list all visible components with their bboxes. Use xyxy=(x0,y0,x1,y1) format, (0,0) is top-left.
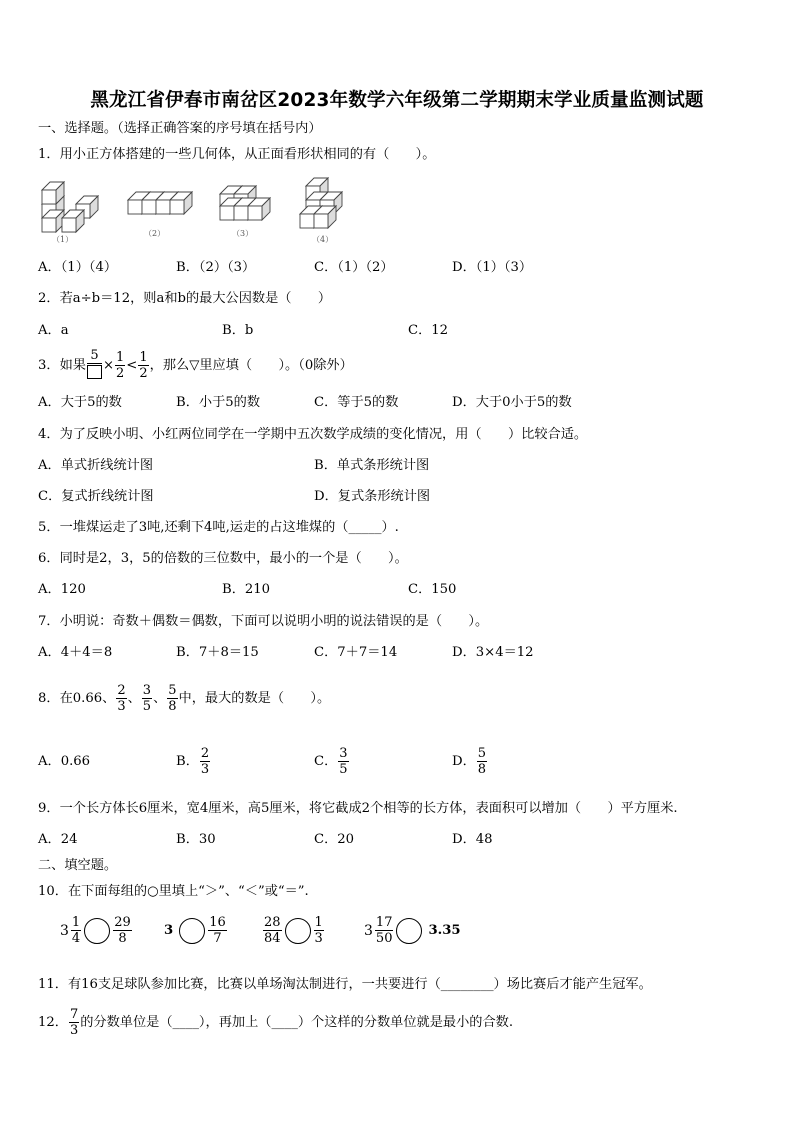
question-8 xyxy=(38,681,330,717)
mixed-number xyxy=(60,916,82,945)
denominator: 7 xyxy=(213,931,222,946)
q8-prefix: 8．在0.66、 xyxy=(38,691,116,706)
q8-option-b xyxy=(176,745,211,779)
q6-option-a: A．120 xyxy=(38,582,86,597)
q8-option-d-label: D． xyxy=(452,754,476,769)
q4-option-c: C．复式折线统计图 xyxy=(38,489,154,504)
q4-option-d: D．复式条形统计图 xyxy=(314,489,431,504)
q12-fraction xyxy=(69,1008,79,1037)
q4-option-a: A．单式折线统计图 xyxy=(38,458,154,473)
figure-caption-4: （4） xyxy=(312,235,334,244)
q7-option-a: A．4＋4＝8 xyxy=(38,645,113,660)
q8-option-c-label: C． xyxy=(314,754,338,769)
q8-option-d-den: 8 xyxy=(477,762,487,777)
q8-fraction-2 xyxy=(142,684,152,713)
whole-part: 3 xyxy=(364,922,373,939)
q8-option-c-den: 5 xyxy=(339,762,348,777)
q12-num: 7 xyxy=(69,1007,79,1022)
q8-option-b-label: B． xyxy=(176,754,199,769)
q8-f1-num: 2 xyxy=(117,683,126,698)
q12-prefix: 12． xyxy=(38,1015,68,1030)
q3-num3: 1 xyxy=(139,350,148,365)
denominator: 3 xyxy=(314,931,323,946)
fraction xyxy=(113,916,132,945)
q3-times: × xyxy=(102,358,115,373)
q6-option-b: B．210 xyxy=(222,582,271,597)
question-5: 5．一堆煤运走了3吨,还剩下4吨,运走的占这堆煤的（_____）. xyxy=(38,520,399,535)
integer-value: 3 xyxy=(164,923,174,938)
question-3 xyxy=(38,348,353,384)
q1-option-d: D．（1）（3） xyxy=(452,260,533,275)
figure-3 xyxy=(220,186,270,220)
compare-circle-1[interactable] xyxy=(84,918,110,944)
compare-circle-3[interactable] xyxy=(285,918,311,944)
compare-circle-4[interactable] xyxy=(396,918,422,944)
figure-1 xyxy=(42,182,98,232)
question-4: 4．为了反映小明、小红两位同学在一学期中五次数学成绩的变化情况，用（ ）比较合适。 xyxy=(38,427,588,442)
q8-option-c xyxy=(314,745,350,779)
compare-group-1 xyxy=(60,916,133,945)
section-heading-fill: 二、填空题。 xyxy=(38,858,118,873)
q9-option-d: D．48 xyxy=(452,832,493,847)
figure-caption-3: （3） xyxy=(232,229,254,238)
section-heading-choice: 一、选择题。（选择正确答案的序号填在括号内） xyxy=(38,121,322,136)
q3-fraction-1 xyxy=(87,349,102,382)
q2-option-b: B．b xyxy=(222,323,254,338)
question-10: 10．在下面每组的○里填上“＞”、“＜”或“＝”. xyxy=(38,884,309,899)
q8-sep-2: 、 xyxy=(153,691,167,706)
q8-option-b-den: 3 xyxy=(200,762,210,777)
q3-fraction-2 xyxy=(115,351,125,380)
q8-f3-num: 5 xyxy=(168,683,177,698)
q2-option-a: A．a xyxy=(38,323,69,338)
numerator: 1 xyxy=(314,915,323,930)
q8-option-d-fraction xyxy=(477,747,487,776)
q7-option-c: C．7＋7＝14 xyxy=(314,645,398,660)
figure-2 xyxy=(128,192,192,214)
question-1: 1．用小正方体搭建的一些几何体，从正面看形状相同的有（ ）。 xyxy=(38,147,436,162)
figure-caption-1: （1） xyxy=(52,235,74,244)
q8-option-c-fraction xyxy=(338,747,348,776)
denominator: 8 xyxy=(118,931,127,946)
q3-num1: 5 xyxy=(87,349,102,364)
q3-option-b: B．小于5的数 xyxy=(176,395,261,410)
question-12 xyxy=(38,1006,513,1040)
q7-option-d: D．3×4＝12 xyxy=(452,645,534,660)
numerator: 1 xyxy=(71,915,81,930)
q12-den: 3 xyxy=(69,1023,79,1038)
whole-part: 3 xyxy=(60,922,69,939)
q1-option-b: B．（2）（3） xyxy=(176,260,256,275)
q8-sep-1: 、 xyxy=(127,691,141,706)
numerator: 29 xyxy=(114,915,131,930)
fraction xyxy=(314,916,324,945)
cube-figures xyxy=(38,176,378,252)
question-11: 11．有16支足球队参加比赛，比赛以单场淘汰制进行，一共要进行（________）场比赛后才能产生冠军。 xyxy=(38,977,652,992)
numerator: 17 xyxy=(375,915,393,930)
q8-f1-den: 3 xyxy=(117,699,126,714)
q3-den3: 2 xyxy=(139,366,148,381)
q8-option-d-num: 5 xyxy=(477,746,487,761)
q3-fraction-3 xyxy=(138,351,148,380)
question-6: 6．同时是2，3，5的倍数的三位数中，最小的一个是（ ）。 xyxy=(38,551,408,566)
q8-suffix: 中，最大的数是（ ）。 xyxy=(178,691,331,706)
q3-option-d: D．大于0小于5的数 xyxy=(452,395,572,410)
q8-option-b-fraction xyxy=(200,747,210,776)
q3-prefix: 3．如果 xyxy=(38,358,86,373)
q7-option-b: B．7＋8＝15 xyxy=(176,645,259,660)
q8-fraction-1 xyxy=(116,684,126,713)
q3-suffix: ，那么▽里应填（ ）。（0除外） xyxy=(149,358,353,373)
compare-group-4 xyxy=(364,916,461,945)
q9-option-a: A．24 xyxy=(38,832,78,847)
fraction xyxy=(263,916,282,945)
q1-option-c: C．（1）（2） xyxy=(314,260,394,275)
q8-fraction-3 xyxy=(167,684,177,713)
page-title: 黑龙江省伊春市南岔区2023年数学六年级第二学期期末学业质量监测试题 xyxy=(90,90,704,111)
q1-option-a: A．（1）（4） xyxy=(38,260,118,275)
q12-suffix: 的分数单位是（____），再加上（____）个这样的分数单位就是最小的合数. xyxy=(80,1015,514,1030)
fraction xyxy=(208,916,227,945)
q2-option-c: C．12 xyxy=(408,323,449,338)
q8-f2-den: 5 xyxy=(142,699,152,714)
question-7: 7．小明说：奇数＋偶数＝偶数，下面可以说明小明的说法错误的是（ ）。 xyxy=(38,614,489,629)
q4-option-b: B．单式条形统计图 xyxy=(314,458,430,473)
figure-caption-2: （2） xyxy=(144,229,166,238)
q3-less-than: < xyxy=(126,358,138,373)
compare-circle-2[interactable] xyxy=(179,918,205,944)
q9-option-c: C．20 xyxy=(314,832,355,847)
q3-den2: 2 xyxy=(116,366,125,381)
q8-f2-num: 3 xyxy=(142,683,152,698)
q6-option-c: C．150 xyxy=(408,582,457,597)
q8-option-b-num: 2 xyxy=(200,746,210,761)
q8-option-c-num: 3 xyxy=(339,746,348,761)
mixed-number xyxy=(364,916,394,945)
compare-group-3 xyxy=(262,916,325,945)
numerator: 28 xyxy=(264,915,281,930)
q8-option-a: A．0.66 xyxy=(38,754,91,769)
q8-f3-den: 8 xyxy=(168,699,177,714)
q3-num2: 1 xyxy=(116,350,125,365)
denominator: 4 xyxy=(71,931,81,946)
q9-option-b: B．30 xyxy=(176,832,216,847)
q3-option-a: A．大于5的数 xyxy=(38,395,122,410)
denominator: 50 xyxy=(375,931,393,946)
compare-group-2 xyxy=(164,916,228,945)
denominator: 84 xyxy=(264,931,281,946)
q3-option-c: C．等于5的数 xyxy=(314,395,399,410)
figure-4 xyxy=(300,178,342,228)
answer-box xyxy=(87,365,102,379)
question-2: 2．若a÷b＝12，则a和b的最大公因数是（ ） xyxy=(38,291,332,306)
question-9: 9．一个长方体长6厘米，宽4厘米，高5厘米，将它截成2个相等的长方体，表面积可以增加（ ）平方厘米. xyxy=(38,801,678,816)
q8-option-d xyxy=(452,745,488,779)
decimal-value: 3.35 xyxy=(428,923,461,938)
numerator: 16 xyxy=(209,915,226,930)
